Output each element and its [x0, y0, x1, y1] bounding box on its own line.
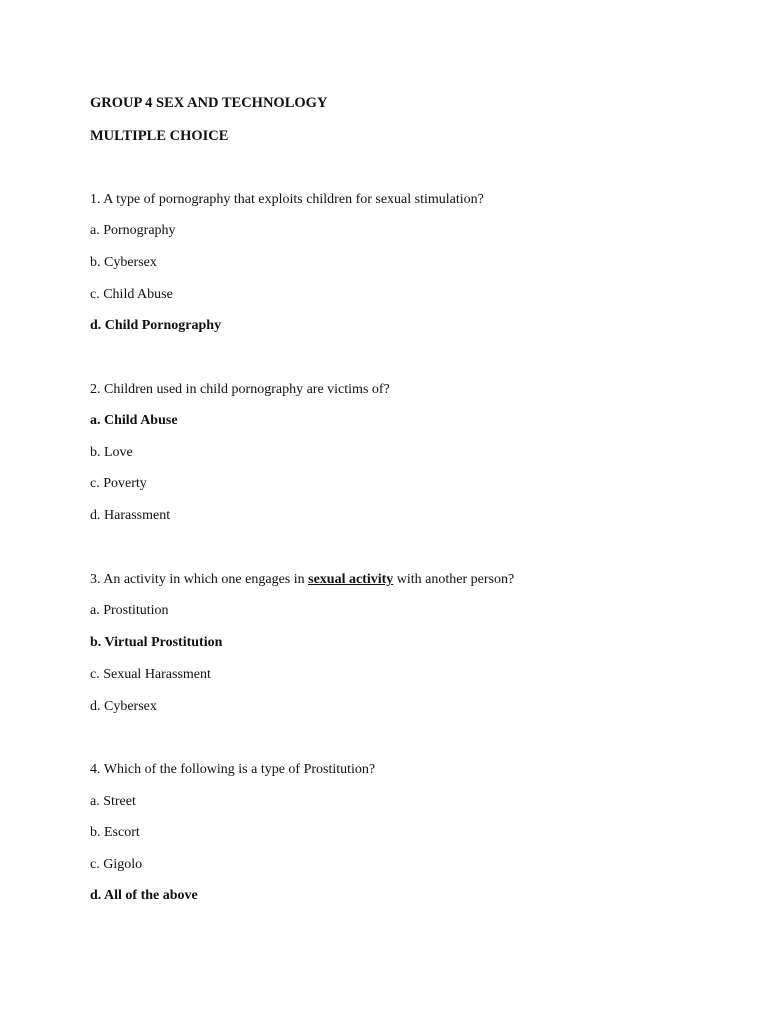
- document-subtitle: MULTIPLE CHOICE: [90, 128, 229, 144]
- question-prompt: 2. Children used in child pornography are victims of?: [90, 382, 390, 397]
- question-prompt: 1. A type of pornography that exploits children for sexual stimulation?: [90, 192, 484, 207]
- correct-answer-option: a. Child Abuse: [90, 413, 178, 428]
- document-title: GROUP 4 SEX AND TECHNOLOGY: [90, 95, 328, 111]
- answer-option: c. Poverty: [90, 476, 147, 491]
- prompt-text: with another person?: [393, 572, 515, 587]
- answer-option: a. Pornography: [90, 223, 176, 238]
- answer-option: d. Harassment: [90, 508, 171, 523]
- answer-option: c. Gigolo: [90, 857, 143, 872]
- answer-option: b. Love: [90, 445, 133, 460]
- question-prompt: 4. Which of the following is a type of Prostitution?: [90, 762, 376, 777]
- answer-option: b. Escort: [90, 825, 140, 840]
- answer-option: c. Sexual Harassment: [90, 667, 211, 682]
- correct-answer-option: d. Child Pornography: [90, 318, 222, 333]
- answer-option: b. Cybersex: [90, 255, 157, 270]
- answer-option: c. Child Abuse: [90, 287, 173, 302]
- answer-option: a. Prostitution: [90, 603, 169, 618]
- question-prompt: [90, 571, 514, 589]
- correct-answer-option: d. All of the above: [90, 888, 198, 903]
- answer-option: d. Cybersex: [90, 699, 157, 714]
- prompt-text: 3. An activity in which one engages in: [90, 572, 309, 587]
- correct-answer-option: b. Virtual Prostitution: [90, 635, 223, 650]
- prompt-emphasis: sexual activity: [308, 572, 394, 587]
- answer-option: a. Street: [90, 794, 136, 809]
